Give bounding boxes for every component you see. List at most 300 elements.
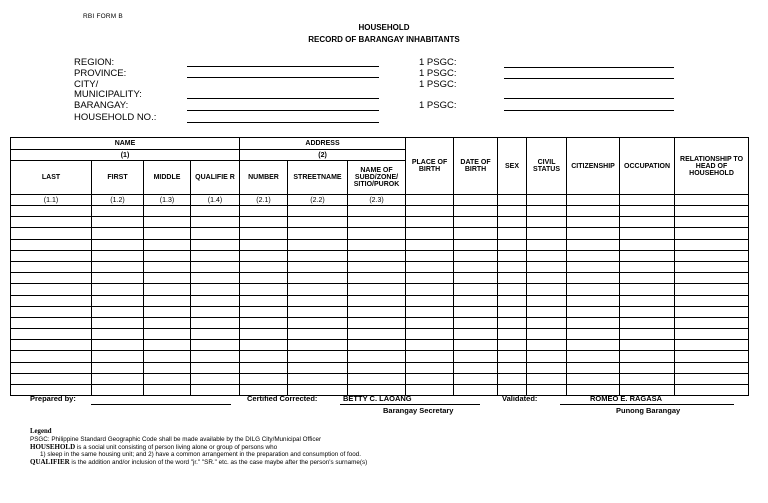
table-cell[interactable]	[620, 295, 675, 306]
certified-label: Certified Corrected:	[247, 394, 318, 403]
province-label: PROVINCE:	[74, 68, 127, 79]
table-cell[interactable]	[454, 351, 498, 362]
table-cell[interactable]	[675, 373, 749, 384]
table-cell[interactable]	[498, 351, 527, 362]
table-cell[interactable]	[498, 239, 527, 250]
table-cell[interactable]	[348, 217, 406, 228]
table-cell[interactable]	[348, 239, 406, 250]
table-cell[interactable]	[454, 340, 498, 351]
table-cell[interactable]	[11, 329, 92, 340]
table-cell[interactable]	[288, 306, 348, 317]
table-cell[interactable]	[675, 284, 749, 295]
table-cell[interactable]	[620, 250, 675, 261]
city-label-line2: MUNICIPALITY:	[74, 89, 142, 100]
validated-title: Punong Barangay	[616, 406, 681, 415]
table-cell[interactable]	[406, 261, 454, 272]
table-cell[interactable]	[454, 206, 498, 217]
table-cell[interactable]	[288, 217, 348, 228]
table-cell[interactable]	[144, 373, 191, 384]
table-cell[interactable]	[191, 273, 240, 284]
table-cell[interactable]	[144, 284, 191, 295]
table-cell[interactable]	[348, 206, 406, 217]
table-cell[interactable]	[498, 340, 527, 351]
city-label-line1: CITY/	[74, 79, 99, 90]
table-cell[interactable]	[11, 373, 92, 384]
inhabitants-table	[10, 137, 749, 396]
table-cell[interactable]	[144, 228, 191, 239]
table-cell[interactable]	[567, 317, 620, 328]
table-cell[interactable]	[191, 306, 240, 317]
table-cell[interactable]	[527, 273, 567, 284]
table-cell[interactable]	[620, 239, 675, 250]
table-cell[interactable]	[620, 261, 675, 272]
form-title: HOUSEHOLD	[358, 23, 410, 32]
table-cell[interactable]	[527, 261, 567, 272]
table-cell[interactable]	[240, 373, 288, 384]
table-cell[interactable]	[240, 362, 288, 373]
table-cell[interactable]	[92, 329, 144, 340]
last-header: LAST	[11, 161, 92, 195]
household-no-field[interactable]	[187, 122, 379, 123]
table-cell[interactable]	[288, 284, 348, 295]
table-cell[interactable]	[567, 239, 620, 250]
table-cell[interactable]	[191, 284, 240, 295]
table-cell[interactable]	[675, 317, 749, 328]
table-cell[interactable]	[675, 273, 749, 284]
table-cell[interactable]	[191, 373, 240, 384]
table-cell[interactable]	[144, 250, 191, 261]
table-cell[interactable]	[288, 373, 348, 384]
table-cell[interactable]	[567, 351, 620, 362]
table-cell[interactable]	[620, 340, 675, 351]
table-cell[interactable]	[675, 250, 749, 261]
table-cell[interactable]	[620, 373, 675, 384]
date-of-birth-header: DATE OF BIRTH	[454, 138, 498, 195]
number-header: NUMBER	[240, 161, 288, 195]
table-cell[interactable]	[11, 351, 92, 362]
code-1-2: (1.2)	[92, 195, 144, 206]
table-cell[interactable]	[620, 206, 675, 217]
table-cell[interactable]	[527, 295, 567, 306]
code-2-2: (2.2)	[288, 195, 348, 206]
table-cell[interactable]	[675, 329, 749, 340]
table-cell[interactable]	[567, 284, 620, 295]
table-cell[interactable]	[144, 206, 191, 217]
table-cell[interactable]	[454, 295, 498, 306]
table-cell[interactable]	[498, 373, 527, 384]
table-cell[interactable]	[92, 351, 144, 362]
form-subtitle: RECORD OF BARANGAY INHABITANTS	[308, 35, 460, 44]
household-no-label: HOUSEHOLD NO.:	[74, 112, 157, 123]
psgc-region-field[interactable]	[504, 67, 674, 68]
table-cell[interactable]	[144, 340, 191, 351]
table-cell[interactable]	[498, 329, 527, 340]
table-cell[interactable]	[567, 295, 620, 306]
table-cell[interactable]	[191, 317, 240, 328]
table-row	[11, 206, 749, 217]
table-cell[interactable]	[567, 306, 620, 317]
table-cell[interactable]	[191, 295, 240, 306]
table-cell[interactable]	[11, 362, 92, 373]
table-cell[interactable]	[567, 273, 620, 284]
validated-name: ROMEO E. RAGASA	[590, 394, 663, 403]
province-field[interactable]	[187, 77, 379, 78]
table-cell[interactable]	[527, 239, 567, 250]
sex-header: SEX	[498, 138, 527, 195]
table-cell[interactable]	[288, 351, 348, 362]
place-of-birth-header: PLACE OF BIRTH	[406, 138, 454, 195]
table-cell[interactable]	[454, 217, 498, 228]
table-cell[interactable]	[144, 362, 191, 373]
table-cell[interactable]	[11, 284, 92, 295]
table-cell[interactable]	[144, 385, 191, 396]
table-cell[interactable]	[288, 228, 348, 239]
table-cell[interactable]	[240, 340, 288, 351]
table-cell[interactable]	[620, 217, 675, 228]
table-cell[interactable]	[406, 284, 454, 295]
table-cell[interactable]	[567, 340, 620, 351]
table-cell[interactable]	[348, 317, 406, 328]
table-cell[interactable]	[527, 284, 567, 295]
table-cell[interactable]	[498, 206, 527, 217]
table-cell[interactable]	[92, 261, 144, 272]
table-cell[interactable]	[348, 306, 406, 317]
table-cell[interactable]	[406, 295, 454, 306]
table-cell[interactable]	[144, 306, 191, 317]
table-cell[interactable]	[406, 250, 454, 261]
table-cell[interactable]	[288, 250, 348, 261]
table-cell[interactable]	[191, 351, 240, 362]
table-cell[interactable]	[11, 217, 92, 228]
psgc-label-city: 1 PSGC:	[419, 79, 457, 90]
table-cell[interactable]	[454, 385, 498, 396]
table-cell[interactable]	[675, 351, 749, 362]
table-cell[interactable]	[498, 228, 527, 239]
table-cell[interactable]	[406, 351, 454, 362]
table-cell[interactable]	[675, 306, 749, 317]
table-cell[interactable]	[240, 284, 288, 295]
table-cell[interactable]	[191, 340, 240, 351]
table-cell[interactable]	[348, 351, 406, 362]
table-cell[interactable]	[498, 217, 527, 228]
table-cell[interactable]	[288, 295, 348, 306]
table-cell[interactable]	[144, 261, 191, 272]
table-cell[interactable]	[240, 217, 288, 228]
table-cell[interactable]	[454, 284, 498, 295]
table-cell[interactable]	[675, 228, 749, 239]
table-cell[interactable]	[675, 385, 749, 396]
table-cell[interactable]	[675, 295, 749, 306]
psgc-barangay-field[interactable]	[504, 110, 674, 111]
table-row	[11, 261, 749, 272]
region-label: REGION:	[74, 57, 115, 68]
table-cell[interactable]	[498, 295, 527, 306]
table-row	[11, 217, 749, 228]
table-row	[11, 273, 749, 284]
table-row	[11, 295, 749, 306]
table-cell[interactable]	[620, 284, 675, 295]
table-cell[interactable]	[11, 273, 92, 284]
civil-status-header: CIVIL STATUS	[527, 138, 567, 195]
table-cell[interactable]	[11, 206, 92, 217]
table-cell[interactable]	[240, 206, 288, 217]
table-cell[interactable]	[288, 362, 348, 373]
table-cell[interactable]	[92, 385, 144, 396]
table-row	[11, 362, 749, 373]
table-row	[11, 340, 749, 351]
legend-heading: Legend	[30, 428, 52, 435]
table-cell[interactable]	[288, 206, 348, 217]
table-cell[interactable]	[144, 317, 191, 328]
address-code: (2)	[240, 150, 406, 161]
legend	[30, 428, 367, 467]
occupation-header: OCCUPATION	[620, 138, 675, 195]
city-field[interactable]	[187, 98, 379, 99]
validated-line	[560, 404, 734, 405]
table-cell[interactable]	[567, 329, 620, 340]
table-cell[interactable]	[92, 228, 144, 239]
table-cell[interactable]	[620, 306, 675, 317]
psgc-label-region: 1 PSGC:	[419, 57, 457, 68]
table-cell[interactable]	[240, 306, 288, 317]
table-cell[interactable]	[527, 317, 567, 328]
table-cell[interactable]	[620, 317, 675, 328]
code-2-3: (2.3)	[348, 195, 406, 206]
table-cell[interactable]	[144, 351, 191, 362]
table-cell[interactable]	[675, 206, 749, 217]
table-cell[interactable]	[92, 217, 144, 228]
table-cell[interactable]	[144, 295, 191, 306]
table-cell[interactable]	[527, 228, 567, 239]
table-cell[interactable]	[144, 329, 191, 340]
table-cell[interactable]	[191, 228, 240, 239]
table-cell[interactable]	[11, 317, 92, 328]
table-cell[interactable]	[406, 228, 454, 239]
table-cell[interactable]	[620, 351, 675, 362]
table-cell[interactable]	[567, 206, 620, 217]
table-cell[interactable]	[567, 362, 620, 373]
legend-qualifier: QUALIFIER is the addition and/or inclusion of the word "jr." "SR." etc. as the case maybe after the person's surname(s)	[30, 458, 368, 467]
table-cell[interactable]	[498, 273, 527, 284]
table-cell[interactable]	[498, 261, 527, 272]
table-cell[interactable]	[92, 284, 144, 295]
table-cell[interactable]	[92, 206, 144, 217]
psgc-city-field[interactable]	[504, 98, 674, 99]
table-cell[interactable]	[92, 362, 144, 373]
table-cell[interactable]	[406, 217, 454, 228]
table-cell[interactable]	[454, 373, 498, 384]
table-cell[interactable]	[498, 284, 527, 295]
table-cell[interactable]	[11, 228, 92, 239]
table-cell[interactable]	[454, 317, 498, 328]
table-cell[interactable]	[348, 373, 406, 384]
table-cell[interactable]	[191, 250, 240, 261]
table-cell[interactable]	[567, 217, 620, 228]
code-1-3: (1.3)	[144, 195, 191, 206]
table-cell[interactable]	[240, 250, 288, 261]
table-cell[interactable]	[348, 329, 406, 340]
table-cell[interactable]	[454, 250, 498, 261]
table-cell[interactable]	[348, 228, 406, 239]
table-cell[interactable]	[92, 340, 144, 351]
psgc-province-field[interactable]	[504, 78, 674, 79]
table-cell[interactable]	[92, 250, 144, 261]
table-cell[interactable]	[406, 206, 454, 217]
code-2-1: (2.1)	[240, 195, 288, 206]
table-cell[interactable]	[288, 317, 348, 328]
table-cell[interactable]	[240, 228, 288, 239]
table-cell[interactable]	[675, 261, 749, 272]
table-cell[interactable]	[498, 250, 527, 261]
table-cell[interactable]	[240, 261, 288, 272]
table-cell[interactable]	[240, 317, 288, 328]
table-cell[interactable]	[348, 340, 406, 351]
table-cell[interactable]	[288, 261, 348, 272]
citizenship-header: CITIZENSHIP	[567, 138, 620, 195]
table-cell[interactable]	[406, 239, 454, 250]
table-row	[11, 228, 749, 239]
legend-household: HOUSEHOLD is a social unit consisting of person living alone or group of persons who	[30, 442, 278, 451]
table-cell[interactable]	[240, 239, 288, 250]
table-cell[interactable]	[191, 329, 240, 340]
table-cell[interactable]	[620, 362, 675, 373]
table-cell[interactable]	[348, 250, 406, 261]
table-cell[interactable]	[144, 273, 191, 284]
table-cell[interactable]	[675, 217, 749, 228]
table-cell[interactable]	[92, 295, 144, 306]
table-cell[interactable]	[454, 329, 498, 340]
table-cell[interactable]	[240, 295, 288, 306]
table-cell[interactable]	[348, 261, 406, 272]
table-cell[interactable]	[92, 273, 144, 284]
table-row	[11, 329, 749, 340]
table-cell[interactable]	[454, 239, 498, 250]
table-cell[interactable]	[527, 250, 567, 261]
table-cell[interactable]	[406, 273, 454, 284]
table-cell[interactable]	[527, 362, 567, 373]
validated-label: Validated:	[502, 394, 538, 403]
table-cell[interactable]	[527, 340, 567, 351]
table-cell[interactable]	[567, 250, 620, 261]
barangay-label: BARANGAY:	[74, 100, 129, 111]
table-cell[interactable]	[567, 261, 620, 272]
table-cell[interactable]	[620, 228, 675, 239]
table-cell[interactable]	[240, 351, 288, 362]
relationship-header: RELATIONSHIP TO HEAD OF HOUSEHOLD	[675, 138, 749, 195]
psgc-label-barangay: 1 PSGC:	[419, 100, 457, 111]
table-cell[interactable]	[92, 373, 144, 384]
table-cell[interactable]	[498, 362, 527, 373]
table-cell[interactable]	[191, 217, 240, 228]
prepared-by-label: Prepared by:	[30, 394, 76, 403]
table-cell[interactable]	[454, 261, 498, 272]
table-cell[interactable]	[454, 228, 498, 239]
legend-household-item: 1) sleep in the same housing unit; and 2) have a common arrangement in the preparation and consumption of food.	[40, 451, 361, 459]
table-cell[interactable]	[191, 385, 240, 396]
barangay-field[interactable]	[187, 110, 379, 111]
table-cell[interactable]	[527, 217, 567, 228]
certified-name: BETTY C. LAOANG	[343, 394, 412, 403]
table-cell[interactable]	[11, 261, 92, 272]
region-field[interactable]	[187, 66, 379, 67]
table-cell[interactable]	[498, 306, 527, 317]
table-row	[11, 351, 749, 362]
table-cell[interactable]	[454, 306, 498, 317]
table-row	[11, 239, 749, 250]
name-code: (1)	[11, 150, 240, 161]
table-cell[interactable]	[406, 385, 454, 396]
streetname-header: STREETNAME	[288, 161, 348, 195]
table-cell[interactable]	[144, 239, 191, 250]
table-cell[interactable]	[620, 273, 675, 284]
table-cell[interactable]	[348, 362, 406, 373]
table-cell[interactable]	[240, 329, 288, 340]
table-cell[interactable]	[288, 239, 348, 250]
table-cell[interactable]	[406, 317, 454, 328]
table-cell[interactable]	[348, 284, 406, 295]
table-cell[interactable]	[11, 250, 92, 261]
table-cell[interactable]	[527, 351, 567, 362]
psgc-label-province: 1 PSGC:	[419, 68, 457, 79]
table-cell[interactable]	[527, 306, 567, 317]
table-cell[interactable]	[527, 329, 567, 340]
table-cell[interactable]	[191, 206, 240, 217]
table-row	[11, 306, 749, 317]
table-cell[interactable]	[348, 273, 406, 284]
table-cell[interactable]	[498, 317, 527, 328]
table-cell[interactable]	[406, 373, 454, 384]
table-cell[interactable]	[144, 217, 191, 228]
table-cell[interactable]	[406, 306, 454, 317]
table-cell[interactable]	[288, 329, 348, 340]
table-cell[interactable]	[675, 362, 749, 373]
table-cell[interactable]	[11, 295, 92, 306]
table-row	[11, 284, 749, 295]
table-cell[interactable]	[454, 362, 498, 373]
legend-psgc: PSGC: Philippine Standard Geographic Code shall be made available by the DILG City/Municipal Officer	[30, 435, 322, 443]
certified-title: Barangay Secretary	[383, 406, 454, 415]
table-cell[interactable]	[11, 239, 92, 250]
table-cell[interactable]	[288, 340, 348, 351]
table-cell[interactable]	[92, 239, 144, 250]
table-cell[interactable]	[675, 340, 749, 351]
qualifier-header: QUALIFIE R	[191, 161, 240, 195]
table-cell[interactable]	[675, 239, 749, 250]
table-cell[interactable]	[406, 362, 454, 373]
table-cell[interactable]	[567, 228, 620, 239]
table-cell[interactable]	[191, 261, 240, 272]
table-cell[interactable]	[11, 340, 92, 351]
table-cell[interactable]	[191, 362, 240, 373]
table-cell[interactable]	[288, 273, 348, 284]
table-cell[interactable]	[240, 273, 288, 284]
table-cell[interactable]	[527, 373, 567, 384]
table-cell[interactable]	[406, 340, 454, 351]
table-cell[interactable]	[92, 317, 144, 328]
table-cell[interactable]	[92, 306, 144, 317]
table-cell[interactable]	[567, 373, 620, 384]
table-cell[interactable]	[454, 273, 498, 284]
prepared-by-line[interactable]	[91, 404, 231, 405]
table-cell[interactable]	[527, 206, 567, 217]
table-cell[interactable]	[406, 329, 454, 340]
table-cell[interactable]	[348, 295, 406, 306]
table-row	[11, 250, 749, 261]
address-group-header: ADDRESS	[240, 138, 406, 150]
table-cell[interactable]	[11, 306, 92, 317]
table-cell[interactable]	[620, 329, 675, 340]
table-cell[interactable]	[191, 239, 240, 250]
